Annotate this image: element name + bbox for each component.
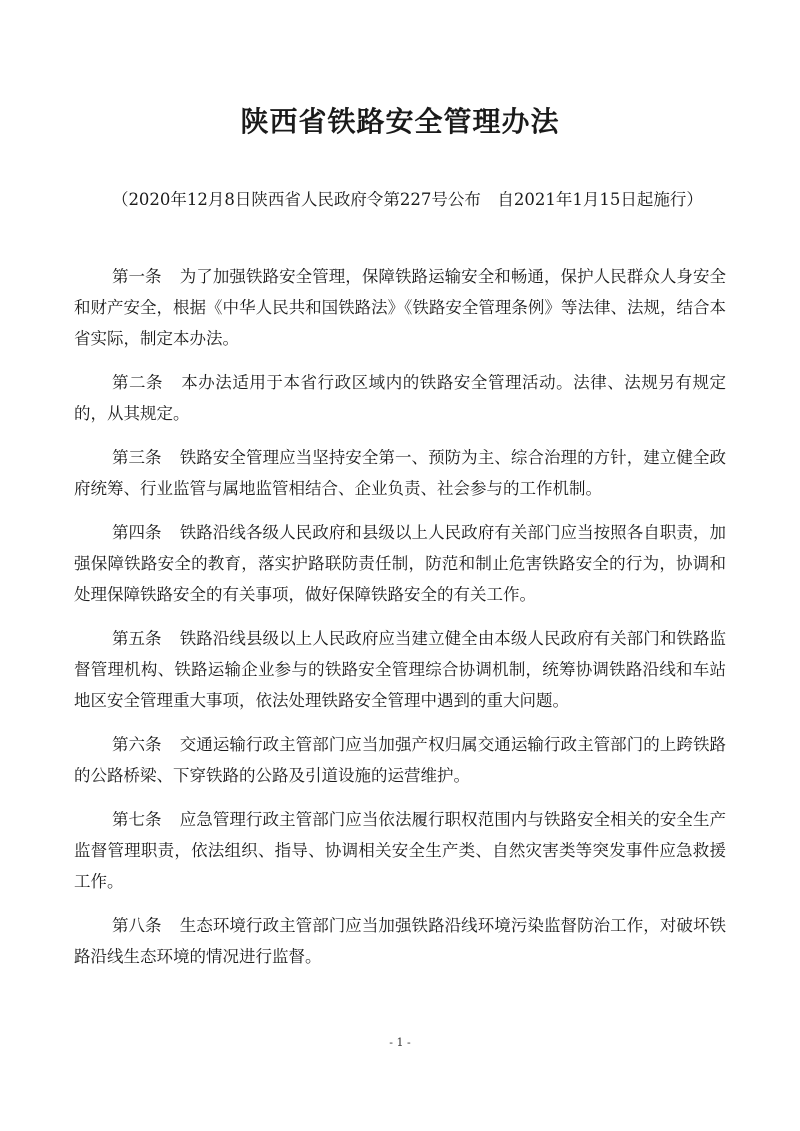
article-number: 第五条	[111, 629, 162, 648]
article-text: 生态环境行政主管部门应当加强铁路沿线环境污染监督防治工作，对破坏铁路沿线生态环境的情况进行监督。	[74, 916, 727, 966]
promulgation-note: （2020年12月8日陕西省人民政府令第227号公布 自2021年1月15日起施行）	[111, 190, 703, 209]
article-5	[74, 623, 726, 716]
article-text: 为了加强铁路安全管理，保障铁路运输安全和畅通，保护人民群众人身安全和财产安全，根据《中华人民共和国铁路法》《铁路安全管理条例》等法律、法规，结合本省实际，制定本办法。	[74, 267, 727, 348]
article-number: 第八条	[111, 916, 162, 935]
articles-list	[74, 261, 726, 972]
article-text: 铁路安全管理应当坚持安全第一、预防为主、综合治理的方针，建立健全政府统筹、行业监管与属地监管相结合、企业负责、社会参与的工作机制。	[74, 448, 727, 498]
article-number: 第七条	[111, 810, 162, 829]
article-text: 铁路沿线县级以上人民政府应当建立健全由本级人民政府有关部门和铁路监督管理机构、铁路运输企业参与的铁路安全管理综合协调机制，统筹协调铁路沿线和车站地区安全管理重大事项，依法处理铁路安全管理中遇到的重大问题。	[74, 629, 727, 710]
article-number: 第二条	[111, 373, 164, 392]
article-text: 应急管理行政主管部门应当依法履行职权范围内与铁路安全相关的安全生产监督管理职责，依法组织、指导、协调相关安全生产类、自然灾害类等突发事件应急救援工作。	[74, 810, 727, 891]
article-1	[74, 261, 726, 354]
article-2	[74, 367, 726, 429]
article-number: 第四条	[111, 523, 162, 542]
article-text: 铁路沿线各级人民政府和县级以上人民政府有关部门应当按照各自职责，加强保障铁路安全的教育，落实护路联防责任制，防范和制止危害铁路安全的行为，协调和处理保障铁路安全的有关事项，做好保障铁路安全的有关工作。	[74, 523, 727, 604]
article-number: 第六条	[111, 735, 162, 754]
document-body	[74, 184, 726, 985]
page-number: - 1 -	[389, 1036, 411, 1049]
article-7	[74, 804, 726, 897]
article-4	[74, 517, 726, 610]
article-number: 第一条	[111, 267, 162, 286]
article-6	[74, 729, 726, 791]
article-3	[74, 442, 726, 504]
document-title: 陕西省铁路安全管理办法	[240, 105, 560, 138]
article-text: 交通运输行政主管部门应当加强产权归属交通运输行政主管部门的上跨铁路的公路桥梁、下穿铁路的公路及引道设施的运营维护。	[74, 735, 727, 785]
article-8	[74, 910, 726, 972]
article-text: 本办法适用于本省行政区域内的铁路安全管理活动。法律、法规另有规定的，从其规定。	[74, 373, 727, 423]
article-number: 第三条	[111, 448, 162, 467]
